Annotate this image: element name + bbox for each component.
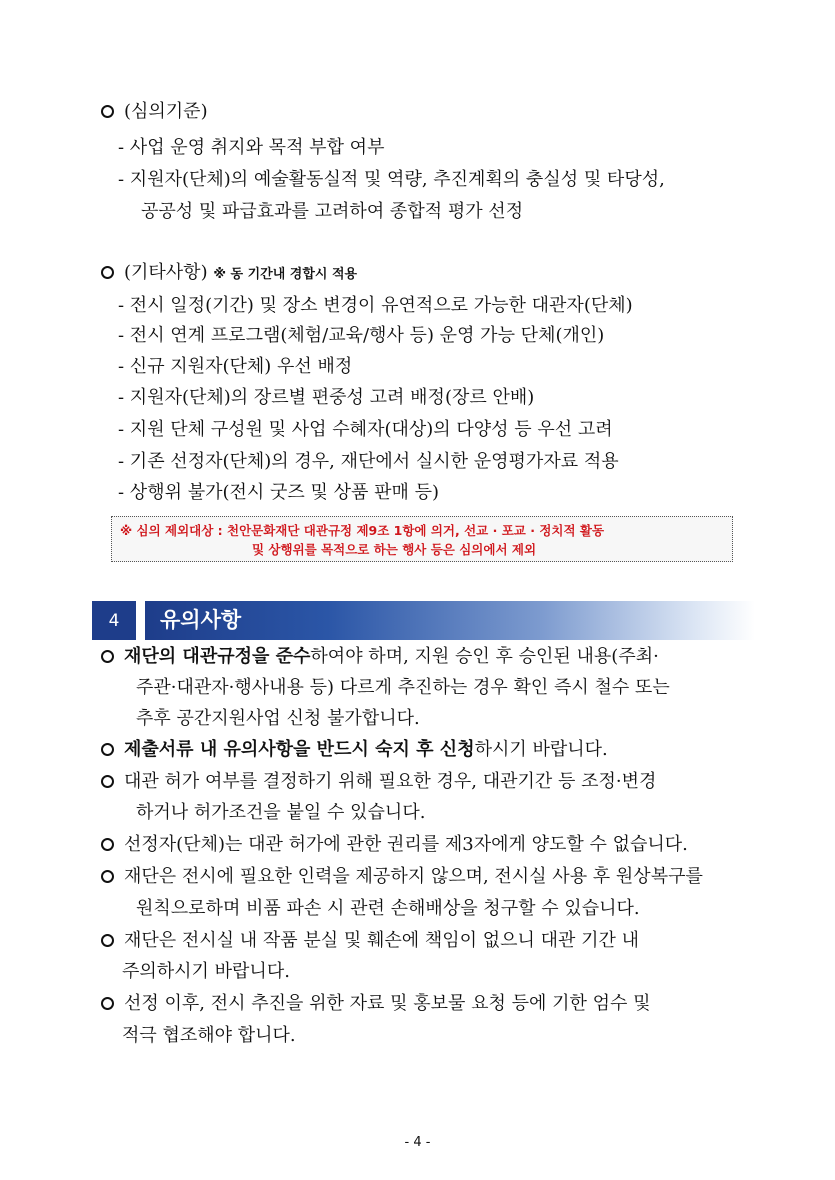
exclusion-note-line1: ※ 심의 제외대상 : 천안문화재단 대관규정 제9조 1항에 의거, 선교 · 포교 · 정치적 활동 xyxy=(120,523,605,538)
circle-bullet-icon xyxy=(101,838,114,851)
other-item: - 전시 일정(기간) 및 장소 변경이 유연적으로 가능한 대관자(단체) xyxy=(118,295,633,316)
other-heading-line xyxy=(101,261,357,287)
circle-bullet-icon xyxy=(101,997,114,1010)
notice-item xyxy=(101,833,688,857)
circle-bullet-icon xyxy=(101,650,114,663)
notice-item xyxy=(101,770,656,794)
circle-bullet-icon xyxy=(101,743,114,756)
notice-bold-text: 재단의 대관규정을 준수 xyxy=(124,646,311,667)
notice-text: 재단은 전시실 내 작품 분실 및 훼손에 책임이 없으니 대관 기간 내 xyxy=(124,930,640,951)
other-item: - 전시 연계 프로그램(체험/교육/행사 등) 운영 가능 단체(개인) xyxy=(118,325,605,346)
other-item: - 상행위 불가(전시 굿즈 및 상품 판매 등) xyxy=(118,482,439,503)
notice-continuation: 주관·대관자·행사내용 등) 다르게 추진하는 경우 확인 즉시 철수 또는 xyxy=(136,677,670,698)
criteria-item: - 지원자(단체)의 예술활동실적 및 역량, 추진계획의 충실성 및 타당성, xyxy=(118,169,665,190)
other-item: - 지원자(단체)의 장르별 편중성 고려 배정(장르 안배) xyxy=(118,387,535,408)
notice-continuation: 원칙으로하며 비품 파손 시 관련 손해배상을 청구할 수 있습니다. xyxy=(136,898,640,919)
notice-item xyxy=(101,865,703,889)
section-number: 4 xyxy=(92,601,136,640)
circle-bullet-icon xyxy=(101,266,114,279)
notice-item xyxy=(101,738,608,762)
other-heading-note: ※ 동 기간내 경합시 적용 xyxy=(213,267,358,282)
notice-item xyxy=(101,929,639,953)
criteria-heading: (심의기준) xyxy=(124,101,208,122)
other-item: - 지원 단체 구성원 및 사업 수혜자(대상)의 다양성 등 우선 고려 xyxy=(118,419,613,440)
notice-continuation: 추후 공간지원사업 신청 불가합니다. xyxy=(136,708,420,729)
circle-bullet-icon xyxy=(101,870,114,883)
circle-bullet-icon xyxy=(101,775,114,788)
exclusion-note-box xyxy=(111,516,733,562)
notice-item xyxy=(101,645,659,669)
notice-bold-text: 제출서류 내 유의사항을 반드시 숙지 후 신청 xyxy=(124,739,475,760)
criteria-item: - 사업 운영 취지와 목적 부합 여부 xyxy=(118,137,385,158)
notice-continuation: 적극 협조해야 합니다. xyxy=(122,1025,296,1046)
exclusion-note-line2: 및 상행위를 목적으로 하는 행사 등은 심의에서 제외 xyxy=(252,542,537,557)
notice-continuation: 하거나 허가조건을 붙일 수 있습니다. xyxy=(136,802,426,823)
notice-text: 선정자(단체)는 대관 허가에 관한 권리를 제3자에게 양도할 수 없습니다. xyxy=(124,834,688,855)
circle-bullet-icon xyxy=(101,105,114,118)
criteria-heading-line xyxy=(101,100,208,124)
other-item: - 신규 지원자(단체) 우선 배정 xyxy=(118,356,353,377)
notice-text: 하시기 바랍니다. xyxy=(474,739,608,760)
notice-continuation: 주의하시기 바랍니다. xyxy=(122,961,290,982)
circle-bullet-icon xyxy=(101,934,114,947)
notice-item xyxy=(101,992,650,1016)
notice-text: 대관 허가 여부를 결정하기 위해 필요한 경우, 대관기간 등 조정·변경 xyxy=(124,771,657,792)
other-item: - 기존 선정자(단체)의 경우, 재단에서 실시한 운영평가자료 적용 xyxy=(118,451,619,472)
criteria-item: 공공성 및 파급효과를 고려하여 종합적 평가 선정 xyxy=(141,201,524,222)
other-heading: (기타사항) xyxy=(124,262,208,283)
section-title: 유의사항 xyxy=(160,608,242,632)
notice-text: 재단은 전시에 필요한 인력을 제공하지 않으며, 전시실 사용 후 원상복구를 xyxy=(124,866,703,887)
page-number: - 4 - xyxy=(404,1135,431,1150)
notice-text: 선정 이후, 전시 추진을 위한 자료 및 홍보물 요청 등에 기한 엄수 및 xyxy=(124,993,651,1014)
notice-text: 하여야 하며, 지원 승인 후 승인된 내용(주최· xyxy=(310,646,659,667)
